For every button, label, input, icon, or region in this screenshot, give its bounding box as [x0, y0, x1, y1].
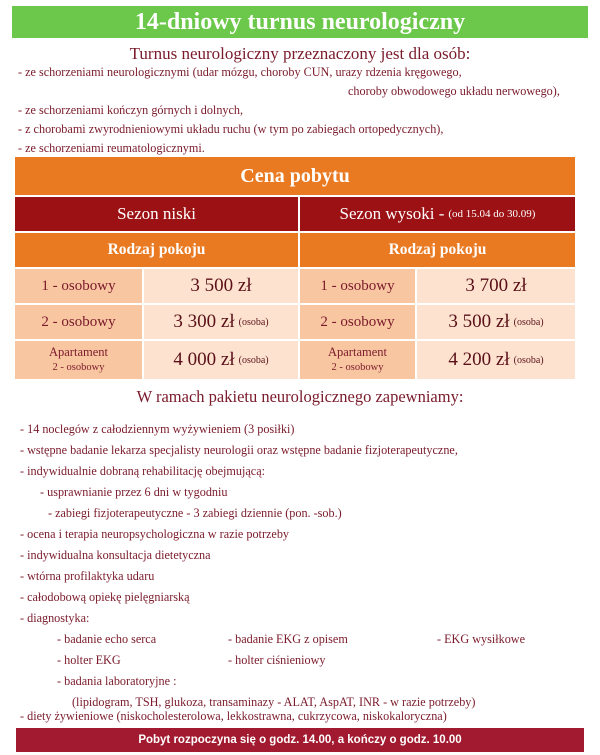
package-item: - indywidualnie dobraną rehabilitację obejmującą:	[20, 464, 266, 478]
package-item: - wstępne badanie lekarza specjalisty neurologii oraz wstępne badanie fizjoterapeutyczne,	[20, 443, 458, 457]
season-low-label: Sezon niski	[117, 204, 196, 223]
room-label	[300, 341, 415, 379]
intro-item: choroby obwodowego układu nerwowego),	[348, 84, 560, 98]
price-note: (osoba)	[238, 316, 269, 328]
price-table-header: Cena pobytu	[15, 157, 575, 195]
diagnostic-item: - badanie EKG z opisem	[228, 632, 348, 646]
season-high-header	[300, 197, 575, 231]
room-label-line2: 2 - osobowy	[331, 362, 384, 373]
price-high	[417, 269, 575, 303]
intro-item: - ze schorzeniami neurologicznymi (udar mózgu, choroby CUN, urazy rdzenia kręgowego,	[18, 65, 462, 79]
diagnostic-item: - badanie echo serca	[57, 632, 157, 646]
season-high-label: Sezon wysoki -	[339, 204, 445, 223]
page-title: 14-dniowy turnus neurologiczny	[12, 6, 588, 38]
footer-note: Pobyt rozpoczyna się o godz. 14.00, a kończy o godz. 10.00	[16, 728, 584, 752]
price-note: (osoba)	[513, 354, 544, 366]
room-label: 2 - osobowy	[15, 305, 142, 339]
intro-heading: Turnus neurologiczny przeznaczony jest dla osób:	[129, 44, 471, 63]
package-item: - całodobową opiekę pielęgniarską	[20, 590, 190, 604]
room-label: 1 - osobowy	[300, 269, 415, 303]
price-low	[144, 341, 298, 379]
price-value: 3 500 zł	[190, 275, 252, 296]
package-heading: W ramach pakietu neurologicznego zapewniamy:	[136, 387, 464, 406]
package-subitem: - zabiegi fizjoterapeutyczne - 3 zabiegi dziennie (pon. -sob.)	[48, 506, 342, 520]
room-label-line1: Apartament	[327, 345, 387, 359]
price-value: 3 300 zł	[173, 311, 235, 332]
room-label-line2: 2 - osobowy	[52, 362, 105, 373]
price-high	[417, 305, 575, 339]
room-label: 2 - osobowy	[300, 305, 415, 339]
price-value: 4 200 zł	[448, 349, 510, 370]
diagnostic-item: - holter ciśnieniowy	[228, 653, 326, 667]
package-item: - ocena i terapia neuropsychologiczna w razie potrzeby	[20, 527, 290, 541]
package-item: - diety żywieniowe (niskocholesterolowa, lekkostrawna, cukrzycowa, niskokaloryczna)	[20, 709, 447, 723]
price-value: 3 500 zł	[448, 311, 510, 332]
season-high-dates: (od 15.04 do 30.09)	[448, 208, 536, 220]
intro-item: - z chorobami zwyrodnieniowymi układu ruchu (w tym po zabiegach ortopedycznych),	[18, 122, 444, 136]
intro-item: - ze schorzeniami reumatologicznymi.	[18, 141, 205, 155]
diagnostic-item: - EKG wysiłkowe	[437, 632, 526, 646]
package-item: - 14 noclegów z całodziennym wyżywieniem (3 posiłki)	[20, 422, 295, 436]
price-low	[144, 269, 298, 303]
price-high	[417, 341, 575, 379]
intro-item: - ze schorzeniami kończyn górnych i dolnych,	[18, 103, 244, 117]
price-table	[15, 157, 575, 379]
price-low	[144, 305, 298, 339]
diagnostic-item: - holter EKG	[57, 653, 121, 667]
package-item: - wtórna profilaktyka udaru	[20, 569, 155, 583]
room-label	[15, 341, 142, 379]
price-note: (osoba)	[238, 354, 269, 366]
package-item: - diagnostyka:	[20, 611, 90, 625]
price-value: 3 700 zł	[465, 275, 527, 296]
price-note: (osoba)	[513, 316, 544, 328]
season-low-header	[15, 197, 298, 231]
package-subitem: - usprawnianie przez 6 dni w tygodniu	[40, 485, 228, 499]
package-item: - indywidualna konsultacja dietetyczna	[20, 548, 211, 562]
room-type-header-high: Rodzaj pokoju	[300, 233, 575, 267]
room-label: 1 - osobowy	[15, 269, 142, 303]
price-value: 4 000 zł	[173, 349, 235, 370]
diagnostic-item: - badania laboratoryjne :	[57, 674, 177, 688]
diagnostic-detail: (lipidogram, TSH, glukoza, transaminazy - ALAT, AspAT, INR - w razie potrzeby)	[72, 695, 476, 709]
room-label-line1: Apartament	[48, 345, 108, 359]
room-type-header-low: Rodzaj pokoju	[15, 233, 298, 267]
